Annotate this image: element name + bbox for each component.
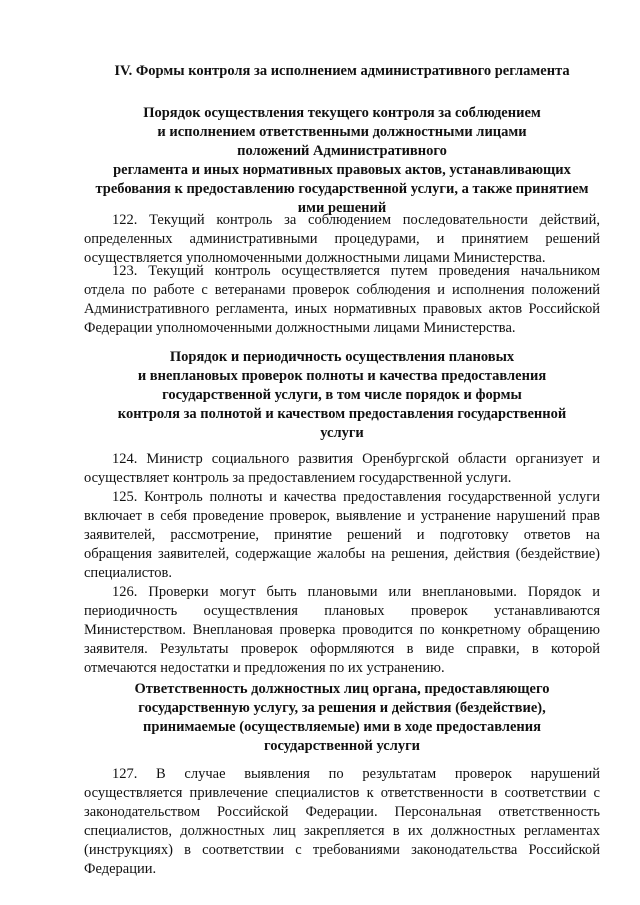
heading-current-control-line1: Порядок осуществления текущего контроля за соблюдением bbox=[143, 105, 541, 121]
heading-current-control-line5: требования к предоставлению государственной услуги, а также принятием bbox=[95, 181, 589, 197]
paragraph-line: отмечаются недостатки и предложения по их устранению. bbox=[84, 660, 445, 676]
paragraph-line: 122. Текущий контроль за соблюдением последовательности действий, bbox=[112, 212, 600, 228]
paragraph-line: 123. Текущий контроль осуществляется путем проведения начальником bbox=[112, 263, 600, 279]
paragraph-line: заявителей, рассмотрение, принятие решений и подготовку ответов на bbox=[84, 527, 600, 543]
paragraph-123 bbox=[84, 262, 600, 338]
heading-current-control-line3: положений Административного bbox=[237, 143, 447, 159]
paragraph-127 bbox=[84, 765, 600, 879]
paragraph-line: 126. Проверки могут быть плановыми или внеплановыми. Порядок и bbox=[112, 584, 600, 600]
section-title: IV. Формы контроля за исполнением административного регламента bbox=[114, 63, 570, 79]
heading-inspections-line3: государственной услуги, в том числе порядок и формы bbox=[162, 387, 522, 403]
paragraph-line: Федерации уполномоченными должностными лицами Министерства. bbox=[84, 320, 516, 336]
paragraph-line: 125. Контроль полноты и качества предоставления государственной услуги bbox=[112, 489, 600, 505]
paragraph-line: Административного регламента, иных нормативных правовых актов Российской bbox=[84, 301, 600, 317]
paragraph-line: специалистов, должностных лиц закрепляется в их должностных регламентах bbox=[84, 823, 600, 839]
paragraph-line: осуществляется уполномоченными должностными лицами Министерства. bbox=[84, 250, 546, 266]
paragraph-line: включает в себя проведение проверок, выявление и устранение нарушений прав bbox=[84, 508, 600, 524]
paragraph-line: периодичность осуществления плановых проверок устанавливаются bbox=[84, 603, 600, 619]
paragraph-line: Федерации. bbox=[84, 861, 157, 877]
heading-current-control-line4: регламента и иных нормативных правовых актов, устанавливающих bbox=[113, 162, 571, 178]
paragraph-line: осуществляется привлечение специалистов к ответственности в соответствии с bbox=[84, 785, 600, 801]
paragraph-line: осуществляет контроль за предоставлением государственной услуги. bbox=[84, 470, 512, 486]
heading-responsibility-line1: Ответственность должностных лиц органа, предоставляющего bbox=[134, 681, 550, 697]
paragraph-line: отдела по работе с ветеранами проверок соблюдения и исполнения положений bbox=[84, 282, 600, 298]
paragraph-line: заявителя. Результаты проверок оформляются в виде справки, в которой bbox=[84, 641, 600, 657]
heading-inspections-line1: Порядок и периодичность осуществления плановых bbox=[169, 349, 515, 365]
heading-responsibility-line3: принимаемые (осуществляемые) ими в ходе предоставления bbox=[143, 719, 541, 735]
paragraph-125 bbox=[84, 488, 600, 583]
paragraph-122 bbox=[84, 211, 600, 268]
heading-responsibility-line4: государственной услуги bbox=[263, 738, 421, 754]
heading-current-control-line2: и исполнением ответственными должностными лицами bbox=[157, 124, 527, 140]
heading-current-control-line6: ими решений bbox=[297, 200, 387, 216]
heading-inspections-line4: контроля за полнотой и качеством предоставления государственной bbox=[117, 406, 567, 422]
heading-inspections-line5: услуги bbox=[320, 425, 364, 441]
paragraph-line: (инструкциях) в соответствии с требованиями законодательства Российской bbox=[84, 842, 600, 858]
heading-responsibility-line2: государственную услугу, за решения и действия (бездействие), bbox=[138, 700, 546, 716]
paragraph-line: определенных административными процедурами, и принятием решений bbox=[84, 231, 600, 247]
paragraph-line: Министерством. Внеплановая проверка проводится по конкретному обращению bbox=[84, 622, 600, 638]
heading-inspections-line2: и внеплановых проверок полноты и качества предоставления bbox=[137, 368, 547, 384]
paragraph-126 bbox=[84, 583, 600, 678]
paragraph-line: обращения заявителей, содержащие жалобы на решения, действия (бездействие) bbox=[84, 546, 600, 562]
paragraph-line: законодательством Российской Федерации. Персональная ответственность bbox=[84, 804, 600, 820]
paragraph-line: 124. Министр социального развития Оренбургской области организует и bbox=[112, 451, 600, 467]
paragraph-124 bbox=[84, 450, 600, 488]
paragraph-line: 127. В случае выявления по результатам проверок нарушений bbox=[112, 766, 600, 782]
paragraph-line: специалистов. bbox=[84, 565, 173, 581]
